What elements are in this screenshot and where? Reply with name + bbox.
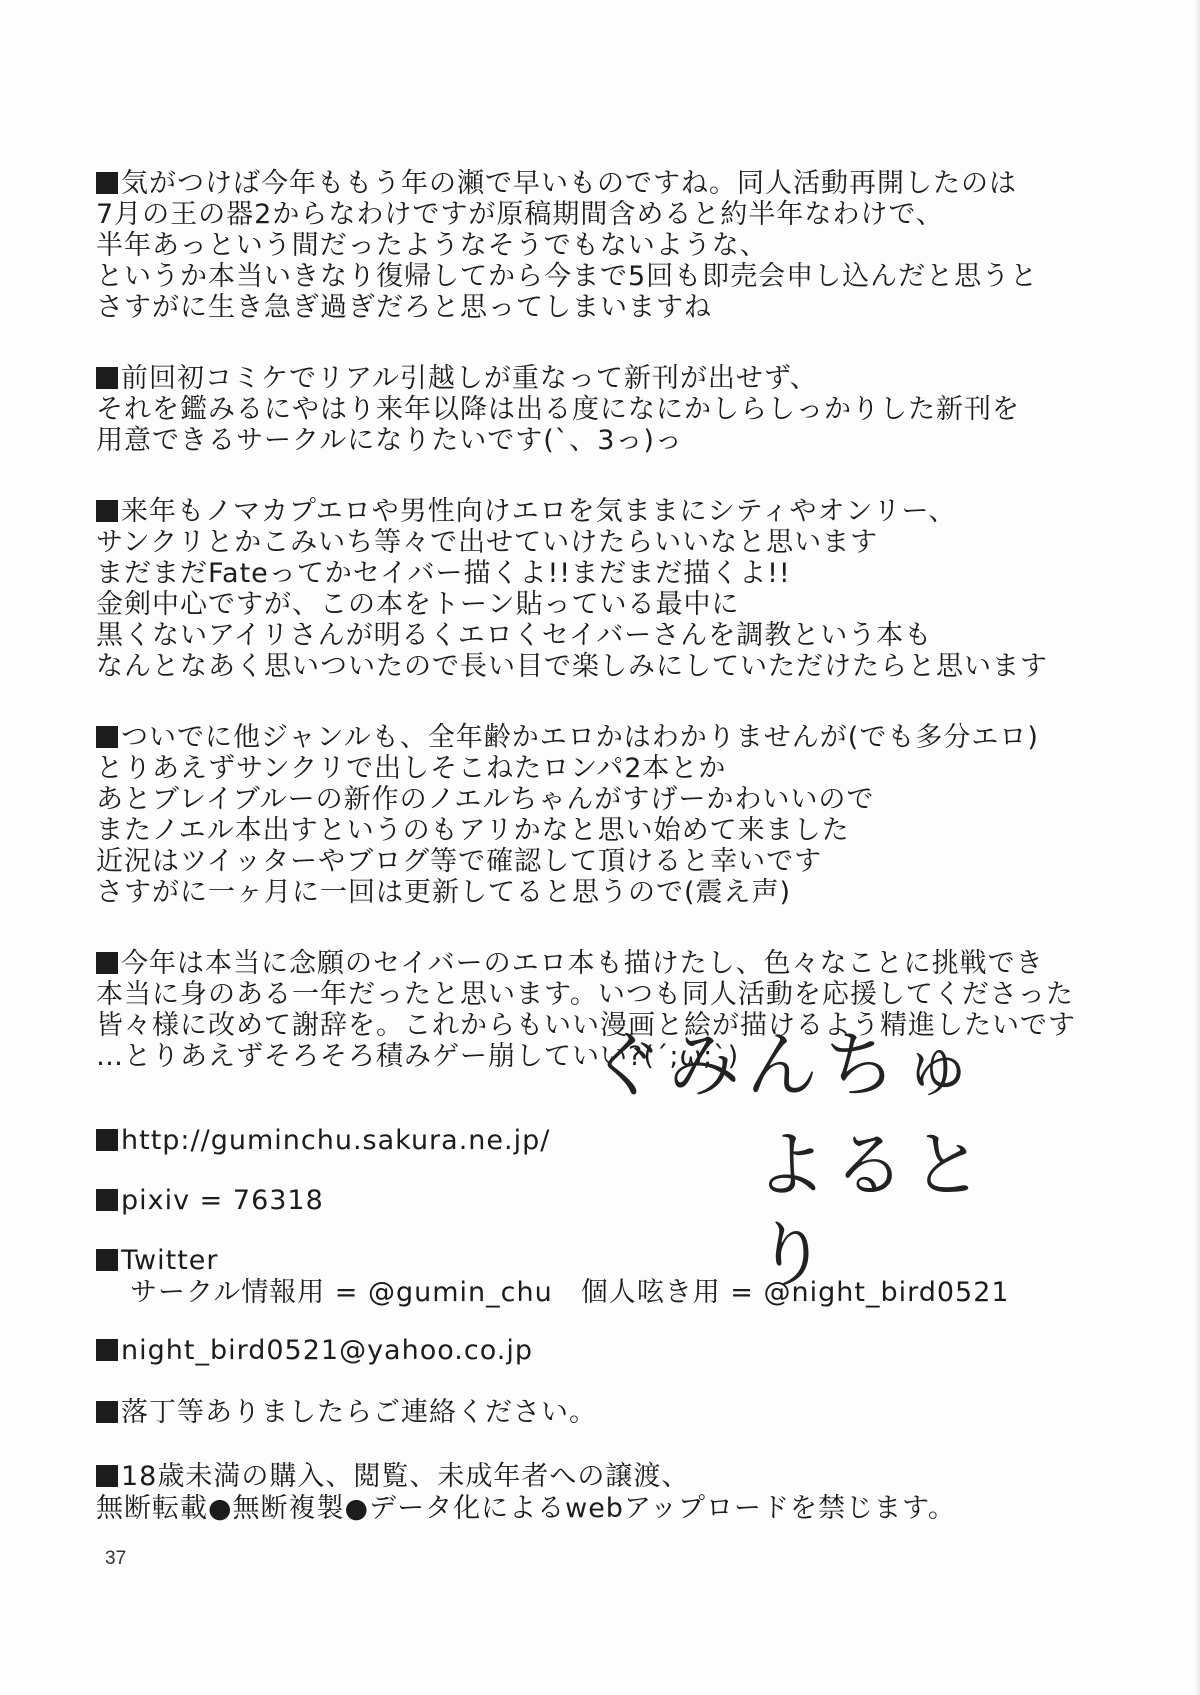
warning-item bbox=[96, 1461, 956, 1525]
paragraph-line: 来年もノマカプエロや男性向けエロを気ままにシティやオンリー、 bbox=[121, 496, 957, 527]
circle-logo-line-2: よるとり bbox=[755, 1123, 990, 1297]
paragraph-1 bbox=[96, 168, 1136, 323]
page-number: 37 bbox=[105, 1548, 127, 1569]
scan-edge bbox=[1194, 0, 1200, 1695]
bullet-square-icon bbox=[96, 952, 118, 974]
paragraph-line: またノエル本出すというのもアリかなと思い始めて来ました bbox=[96, 815, 850, 846]
afterword-body bbox=[96, 168, 1136, 1112]
notice-item bbox=[96, 1397, 597, 1429]
paragraph-line: それを鑑みるにやはり来年以降は出る度になにかしらしっかりした新刊を bbox=[96, 394, 1020, 425]
paragraph-line: 半年あっという間だったようなそうでもないような、 bbox=[96, 230, 768, 261]
website-link[interactable]: http://guminchu.sakura.ne.jp/ bbox=[121, 1125, 551, 1156]
paragraph-line: というか本当いきなり復帰してから今まで5回も即売会申し込んだと思うと bbox=[96, 261, 1039, 292]
twitter-item bbox=[96, 1245, 1010, 1309]
pixiv-id: pixiv = 76318 bbox=[121, 1185, 324, 1216]
bullet-square-icon bbox=[96, 172, 118, 194]
paragraph-line: 本当に身のある一年だったと思います。いつも同人活動を応援してくださった bbox=[96, 979, 1074, 1010]
bullet-square-icon bbox=[96, 726, 118, 748]
paragraph-line: さすがに一ヶ月に一回は更新してると思うので(震え声) bbox=[96, 877, 792, 908]
paragraph-line: サンクリとかこみいち等々で出せていけたらいいなと思います bbox=[96, 527, 879, 558]
paragraph-line: 前回初コミケでリアル引越しが重なって新刊が出せず、 bbox=[121, 363, 818, 394]
bullet-square-icon bbox=[96, 500, 118, 522]
age-warning: 18歳未満の購入、閲覧、未成年者への譲渡、 bbox=[121, 1461, 690, 1492]
bullet-square-icon bbox=[96, 1465, 118, 1487]
pixiv-item bbox=[96, 1185, 324, 1217]
email-item bbox=[96, 1335, 533, 1367]
bullet-square-icon bbox=[96, 1339, 118, 1361]
website-item bbox=[96, 1125, 550, 1157]
paragraph-line: 黒くないアイリさんが明るくエロくセイバーさんを調教という本も bbox=[96, 620, 933, 651]
bullet-square-icon bbox=[96, 1129, 118, 1151]
paragraph-line: なんとなあく思いついたので長い目で楽しみにしていただけたらと思います bbox=[96, 651, 1048, 682]
paragraph-line: 今年は本当に念願のセイバーのエロ本も描けたし、色々なことに挑戦でき bbox=[121, 948, 1044, 979]
email-address[interactable]: night_bird0521@yahoo.co.jp bbox=[121, 1335, 533, 1366]
paragraph-line: 用意できるサークルになりたいです(`、3っ)っ bbox=[96, 425, 683, 456]
paragraph-line: 7月の王の器2からなわけですが原稿期間含めると約半年なわけで、 bbox=[96, 199, 944, 230]
twitter-circle-account[interactable]: サークル情報用 = @gumin_chu bbox=[130, 1277, 553, 1308]
paragraph-3 bbox=[96, 496, 1136, 682]
twitter-heading: Twitter bbox=[121, 1245, 219, 1276]
reproduction-warning: 無断転載●無断複製●データ化によるwebアップロードを禁じます。 bbox=[96, 1493, 956, 1524]
paragraph-line: …とりあえずそろそろ積みゲー崩していい?(´;ω;`) bbox=[96, 1041, 740, 1072]
paragraph-line: あとブレイブルーの新作のノエルちゃんがすげーかわいいので bbox=[96, 784, 875, 815]
circle-logo-line-1: ぐみんちゅ bbox=[590, 1023, 981, 1107]
paragraph-line: さすがに生き急ぎ過ぎだろと思ってしまいますね bbox=[96, 292, 712, 323]
paragraph-line: 皆々様に改めて謝辞を。これからもいい漫画と絵が描けるよう精進したいです bbox=[96, 1010, 1076, 1041]
twitter-personal-account[interactable]: 個人呟き用 = @night_bird0521 bbox=[580, 1277, 1010, 1308]
paragraph-2 bbox=[96, 363, 1136, 456]
bullet-square-icon bbox=[96, 1189, 118, 1211]
misprint-notice: 落丁等ありましたらご連絡ください。 bbox=[121, 1397, 597, 1428]
paragraph-line: とりあえずサンクリで出しそこねたロンパ2本とか bbox=[96, 753, 727, 784]
paragraph-line: 近況はツイッターやブログ等で確認して頂けると幸いです bbox=[96, 846, 823, 877]
paragraph-4 bbox=[96, 722, 1136, 908]
bullet-square-icon bbox=[96, 1401, 118, 1423]
paragraph-line: 気がつけば今年ももう年の瀬で早いものですね。同人活動再開したのは bbox=[121, 168, 1017, 199]
bullet-square-icon bbox=[96, 1249, 118, 1271]
paragraph-line: 金剣中心ですが、この本をトーン貼っている最中に bbox=[96, 589, 740, 620]
paragraph-line: まだまだFateってかセイバー描くよ!!まだまだ描くよ!! bbox=[96, 558, 791, 589]
paragraph-line: ついでに他ジャンルも、全年齢かエロかはわかりませんが(でも多分エロ) bbox=[121, 722, 1039, 753]
bullet-square-icon bbox=[96, 367, 118, 389]
